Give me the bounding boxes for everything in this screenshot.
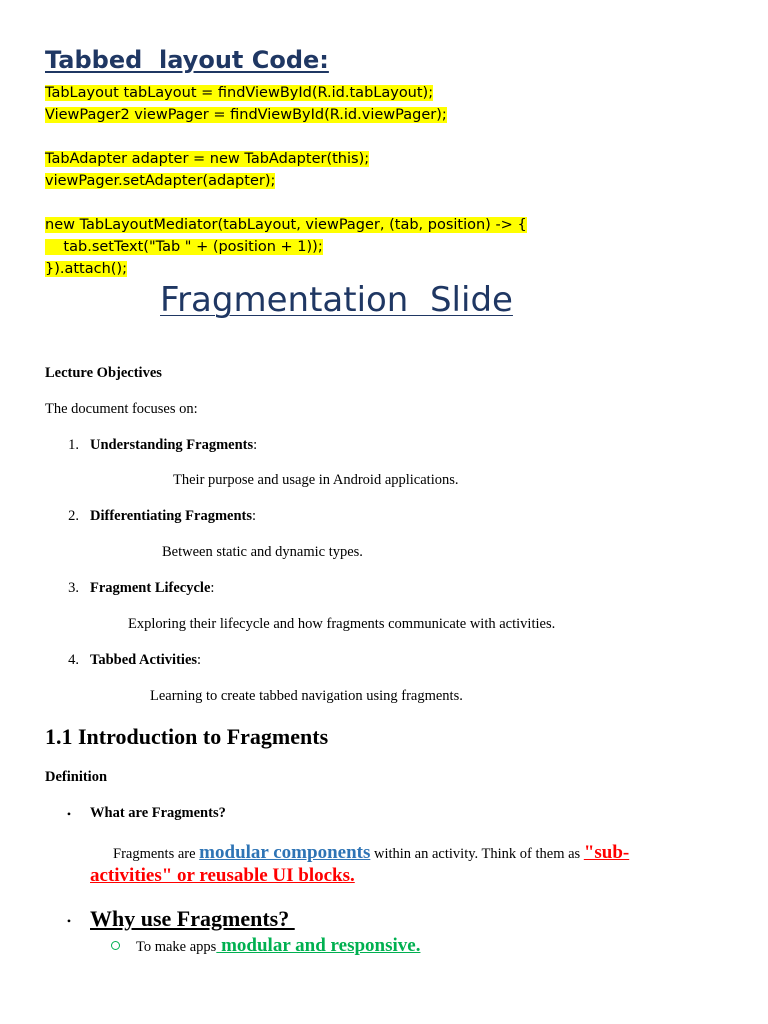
code-line: TabLayout tabLayout = findViewById(R.id.tabLayout);: [45, 85, 434, 101]
list-item: [90, 508, 256, 525]
section-heading: 1.1 Introduction to Fragments: [45, 724, 329, 749]
modular-components-highlight: modular components: [199, 842, 371, 863]
list-item-description: Learning to create tabbed navigation using fragments.: [150, 688, 463, 704]
list-item-description: Exploring their lifecycle and how fragments communicate with activities.: [128, 616, 556, 632]
list-item-title: Tabbed Activities: [90, 652, 198, 668]
list-item-suffix: :: [252, 508, 257, 524]
modular-responsive-highlight: modular and responsive.: [216, 935, 421, 956]
circle-bullet-icon: [111, 941, 120, 950]
list-item-suffix: :: [210, 580, 215, 596]
list-item-description: Between static and dynamic types.: [162, 544, 363, 560]
code-block: [45, 82, 745, 280]
code-line: TabAdapter adapter = new TabAdapter(this);: [45, 151, 370, 167]
what-are-fragments-question: What are Fragments?: [90, 805, 226, 821]
definition-text: Fragments are: [113, 846, 200, 862]
code-line: viewPager.setAdapter(adapter);: [45, 173, 276, 189]
list-item: [90, 437, 257, 454]
list-item-title: Differentiating Fragments: [90, 508, 253, 524]
list-item-description: Their purpose and usage in Android applications.: [173, 472, 459, 488]
bullet-icon: •: [66, 914, 72, 928]
reusable-ui-blocks-highlight: activities" or reusable UI blocks.: [90, 865, 355, 886]
list-item-suffix: :: [197, 652, 202, 668]
slide-title: Fragmentation Slide: [160, 280, 513, 320]
bullet-icon: •: [66, 807, 72, 821]
list-number: 1.: [68, 437, 79, 453]
code-line: new TabLayoutMediator(tabLayout, viewPager, (tab, position) -> {: [45, 217, 527, 233]
list-item: [90, 652, 201, 669]
list-item-title: Understanding Fragments: [90, 437, 254, 453]
list-item-suffix: :: [253, 437, 258, 453]
list-item: [90, 580, 214, 597]
code-line: ViewPager2 viewPager = findViewById(R.id.viewPager);: [45, 107, 447, 123]
why-use-answer: [136, 935, 420, 957]
lecture-objectives-heading: Lecture Objectives: [45, 365, 162, 381]
why-use-fragments-question: Why use Fragments?: [90, 906, 295, 931]
code-line: tab.setText("Tab " + (position + 1));: [45, 239, 323, 255]
code-section-title: Tabbed layout Code:: [45, 46, 329, 74]
list-number: 3.: [68, 580, 79, 596]
definition-text-line2: [90, 865, 355, 887]
definition-text: within an activity. Think of them as: [370, 846, 584, 862]
list-item-title: Fragment Lifecycle: [90, 580, 211, 596]
sub-activities-highlight: "sub-: [583, 842, 630, 863]
list-number: 4.: [68, 652, 79, 668]
why-use-text: To make apps: [136, 939, 217, 955]
objectives-intro: The document focuses on:: [45, 401, 198, 417]
code-line: }).attach();: [45, 261, 127, 277]
code-line-blank: [45, 192, 745, 214]
definition-text-line1: [113, 842, 629, 864]
definition-label: Definition: [45, 769, 108, 785]
code-line-blank: [45, 126, 745, 148]
list-number: 2.: [68, 508, 79, 524]
